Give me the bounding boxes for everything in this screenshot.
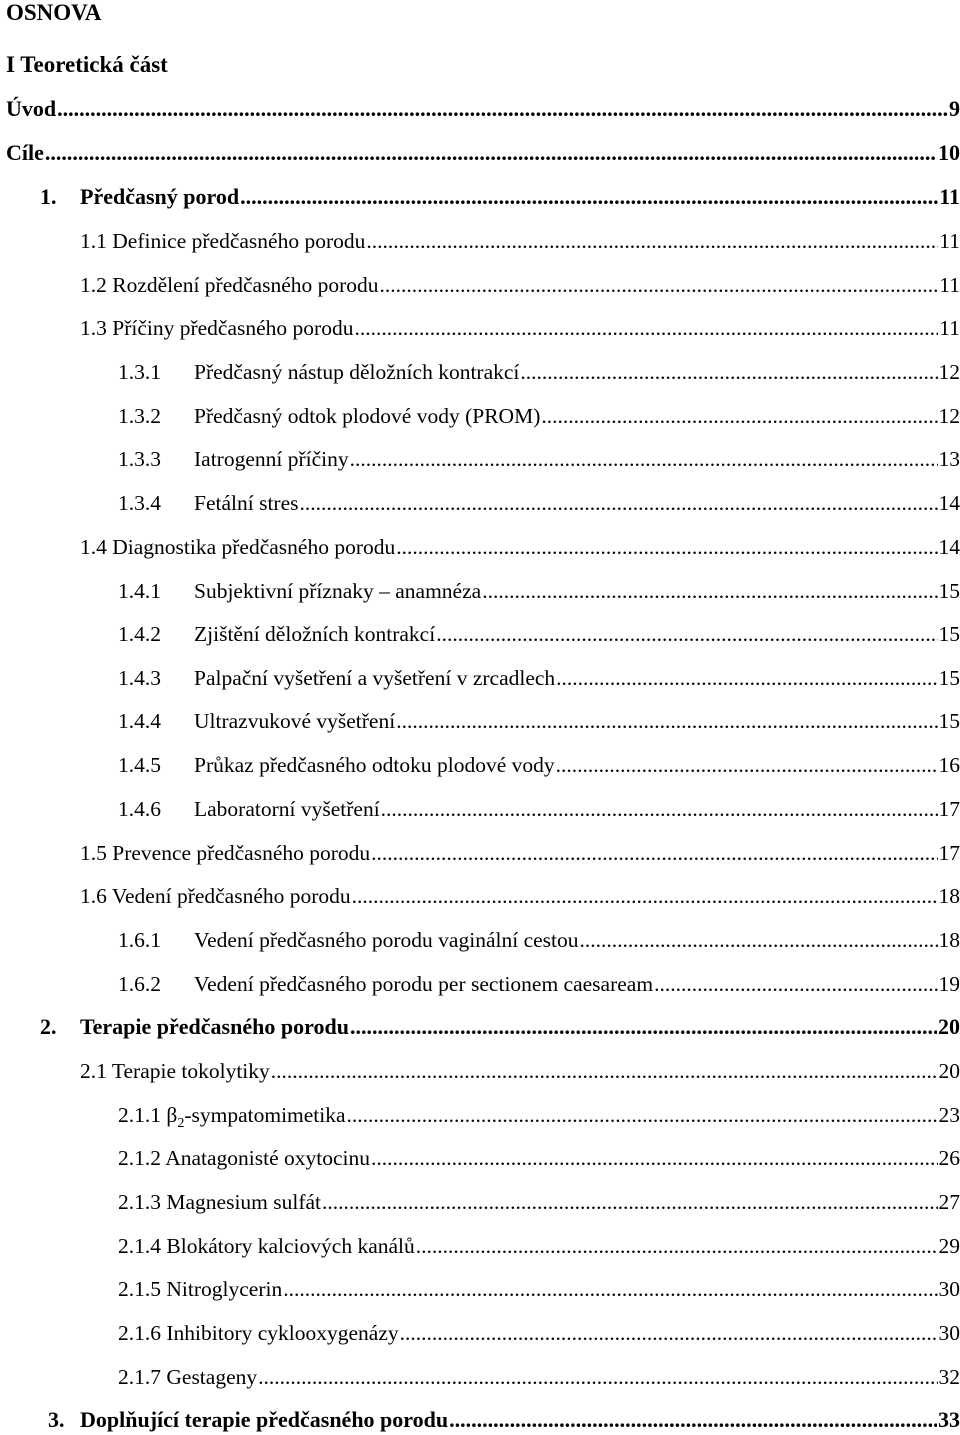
toc-entry-title: Vedení předčasného porodu vaginální cestou	[194, 925, 579, 955]
toc-dot-leader	[353, 313, 938, 343]
toc-entry-number: 1.3.1	[118, 357, 194, 387]
toc-entry-title: Subjektivní příznaky – anamnéza	[194, 576, 481, 606]
toc-entry-number: 1.3.4	[118, 488, 194, 518]
toc-entry-page-number: 11	[938, 270, 960, 300]
toc-entry[interactable]	[118, 357, 960, 387]
toc-entry-number: 1.	[40, 182, 80, 212]
toc-entry[interactable]	[118, 925, 960, 955]
toc-entry-title: Iatrogenní příčiny	[194, 444, 349, 474]
toc-entry[interactable]	[80, 838, 960, 868]
toc-entry-number: 2.	[40, 1012, 80, 1042]
toc-entry-title: 1.6 Vedení předčasného porodu	[80, 881, 351, 911]
toc-dot-leader	[415, 1231, 938, 1261]
toc-entry-page-number: 18	[938, 925, 960, 955]
toc-entry-title: Předčasný porod	[80, 182, 239, 212]
toc-entry[interactable]	[118, 1274, 960, 1304]
toc-dot-leader	[481, 576, 937, 606]
toc-entry-title: Předčasný odtok plodové vody (PROM)	[194, 401, 540, 431]
toc-entry-page-number: 15	[938, 663, 960, 693]
toc-entry-number: 1.4.6	[118, 794, 194, 824]
toc-entry[interactable]	[118, 1187, 960, 1217]
toc-dot-leader	[448, 1405, 937, 1435]
toc-entry-page-number: 15	[938, 576, 960, 606]
toc-entry-page-number: 11	[938, 182, 960, 212]
toc-entry[interactable]	[80, 313, 960, 343]
toc-entry[interactable]	[118, 969, 960, 999]
toc-entry-page-number: 30	[938, 1274, 960, 1304]
toc-entry[interactable]	[80, 532, 960, 562]
toc-entry-page-number: 29	[938, 1231, 960, 1261]
toc-entry-page-number: 33	[937, 1405, 960, 1435]
toc-entry-number: 1.6.1	[118, 925, 194, 955]
toc-entry-title: 2.1.4 Blokátory kalciových kanálů	[118, 1231, 415, 1261]
toc-entry-title: 2.1.3 Magnesium sulfát	[118, 1187, 321, 1217]
toc-entry-title: Palpační vyšetření a vyšetření v zrcadlech	[194, 663, 555, 693]
toc-dot-leader	[653, 969, 937, 999]
toc-entry-number: 1.4.3	[118, 663, 194, 693]
toc-entry[interactable]	[118, 794, 960, 824]
toc-entry-page-number: 12	[938, 401, 960, 431]
toc-entry-title: 2.1.7 Gestageny	[118, 1362, 257, 1392]
toc-entry-page-number: 27	[938, 1187, 960, 1217]
toc-entry-title: Úvod	[6, 94, 56, 124]
toc-dot-leader	[399, 1318, 938, 1348]
toc-entry-title: Cíle	[6, 138, 44, 168]
toc-dot-leader	[540, 401, 937, 431]
toc-entry-title: 1.1 Definice předčasného porodu	[80, 226, 365, 256]
toc-entry-page-number: 20	[938, 1056, 960, 1086]
toc-entry[interactable]	[80, 1056, 960, 1086]
toc-dot-leader	[555, 750, 938, 780]
toc-dot-leader	[351, 881, 938, 911]
toc-entry-page-number: 19	[938, 969, 960, 999]
toc-entry-page-number: 12	[938, 357, 960, 387]
toc-entry-page-number: 17	[938, 838, 960, 868]
toc-entry-page-number: 23	[938, 1100, 960, 1130]
toc-entry[interactable]	[40, 182, 960, 212]
toc-dot-leader	[346, 1100, 938, 1130]
toc-entry[interactable]	[48, 1405, 960, 1435]
toc-dot-leader	[299, 488, 938, 518]
toc-entry-page-number: 11	[938, 226, 960, 256]
toc-entry-title: Terapie předčasného porodu	[80, 1012, 349, 1042]
toc-entry-number: 1.4.2	[118, 619, 194, 649]
toc-entry-number: 1.4.4	[118, 706, 194, 736]
toc-entry-number: 1.3.2	[118, 401, 194, 431]
toc-dot-leader	[365, 226, 938, 256]
toc-dot-leader	[555, 663, 937, 693]
toc-entry-page-number: 17	[938, 794, 960, 824]
toc-entry-title: 1.4 Diagnostika předčasného porodu	[80, 532, 395, 562]
toc-dot-leader	[257, 1362, 937, 1392]
toc-entry[interactable]	[118, 444, 960, 474]
toc-entry[interactable]	[118, 706, 960, 736]
toc-entry-page-number: 26	[938, 1143, 960, 1173]
toc-dot-leader	[270, 1056, 938, 1086]
toc-dot-leader	[380, 794, 938, 824]
toc-entry-number: 1.6.2	[118, 969, 194, 999]
toc-dot-leader	[239, 182, 938, 212]
toc-entry-number: 3.	[48, 1405, 80, 1435]
toc-entry[interactable]	[80, 270, 960, 300]
toc-entry-title-suffix: -sympatomimetika	[184, 1103, 345, 1127]
toc-dot-leader	[321, 1187, 937, 1217]
toc-entry[interactable]	[118, 750, 960, 780]
toc-entry-number: 1.3.3	[118, 444, 194, 474]
toc-entry[interactable]	[6, 138, 960, 168]
toc-entry[interactable]	[118, 576, 960, 606]
toc-entry-title-subscript: 2	[177, 1116, 184, 1131]
toc-entry-page-number: 9	[948, 94, 960, 124]
toc-entry-title: Doplňující terapie předčasného porodu	[80, 1405, 448, 1435]
toc-entry[interactable]	[118, 1231, 960, 1261]
toc-entry[interactable]	[118, 1143, 960, 1173]
toc-dot-leader	[370, 1143, 938, 1173]
toc-entry-title: 2.1 Terapie tokolytiky	[80, 1056, 270, 1086]
toc-dot-leader	[379, 270, 939, 300]
toc-entry-title: 2.1.5 Nitroglycerin	[118, 1274, 282, 1304]
toc-entry[interactable]	[80, 881, 960, 911]
toc-entry-title: Vedení předčasného porodu per sectionem caesaream	[194, 969, 653, 999]
toc-entry-page-number: 20	[937, 1012, 960, 1042]
toc-entry-page-number: 16	[938, 750, 960, 780]
toc-dot-leader	[56, 94, 948, 124]
toc-entry-page-number: 14	[938, 488, 960, 518]
toc-entry[interactable]	[118, 401, 960, 431]
toc-entry[interactable]	[118, 1362, 960, 1392]
toc-entry-number: 1.4.1	[118, 576, 194, 606]
part-heading: I Teoretická část	[6, 52, 168, 78]
toc-entry-title: Fetální stres	[194, 488, 299, 518]
toc-entry-title: Laboratorní vyšetření	[194, 794, 380, 824]
toc-entry-page-number: 30	[938, 1318, 960, 1348]
toc-entry-page-number: 18	[938, 881, 960, 911]
toc-entry-title: 2.1.2 Anatagonisté oxytocinu	[118, 1143, 370, 1173]
toc-entry-page-number: 32	[938, 1362, 960, 1392]
toc-entry[interactable]	[118, 488, 960, 518]
toc-entry-title: 1.2 Rozdělení předčasného porodu	[80, 270, 379, 300]
document-title: OSNOVA	[6, 0, 101, 26]
toc-dot-leader	[349, 444, 938, 474]
toc-dot-leader	[395, 706, 937, 736]
toc-entry-title: Zjištění děložních kontrakcí	[194, 619, 435, 649]
toc-dot-leader	[370, 838, 937, 868]
toc-entry-number: 1.4.5	[118, 750, 194, 780]
toc-entry[interactable]	[40, 1012, 960, 1042]
toc-dot-leader	[435, 619, 937, 649]
toc-entry-title-prefix: 2.1.1 β	[118, 1103, 177, 1127]
toc-entry[interactable]	[118, 1318, 960, 1348]
toc-entry-page-number: 15	[938, 706, 960, 736]
toc-entry[interactable]	[6, 94, 960, 124]
toc-entry-title: Předčasný nástup děložních kontrakcí	[194, 357, 519, 387]
toc-entry-title: 1.3 Příčiny předčasného porodu	[80, 313, 353, 343]
toc-entry[interactable]	[118, 663, 960, 693]
toc-entry-page-number: 15	[938, 619, 960, 649]
toc-entry-page-number: 13	[938, 444, 960, 474]
toc-entry-title: Průkaz předčasného odtoku plodové vody	[194, 750, 555, 780]
toc-dot-leader	[349, 1012, 937, 1042]
toc-dot-leader	[395, 532, 937, 562]
toc-entry-page-number: 14	[938, 532, 960, 562]
toc-dot-leader	[44, 138, 937, 168]
toc-dot-leader	[282, 1274, 937, 1304]
toc-entry[interactable]	[118, 1100, 960, 1130]
toc-entry-page-number: 10	[937, 138, 960, 168]
toc-entry[interactable]	[118, 619, 960, 649]
toc-entry-title	[118, 1100, 346, 1134]
toc-entry-title: Ultrazvukové vyšetření	[194, 706, 395, 736]
toc-entry-title: 2.1.6 Inhibitory cyklooxygenázy	[118, 1318, 399, 1348]
toc-entry[interactable]	[80, 226, 960, 256]
toc-entry-page-number: 11	[938, 313, 960, 343]
toc-dot-leader	[579, 925, 938, 955]
toc-entry-title: 1.5 Prevence předčasného porodu	[80, 838, 370, 868]
toc-dot-leader	[519, 357, 937, 387]
